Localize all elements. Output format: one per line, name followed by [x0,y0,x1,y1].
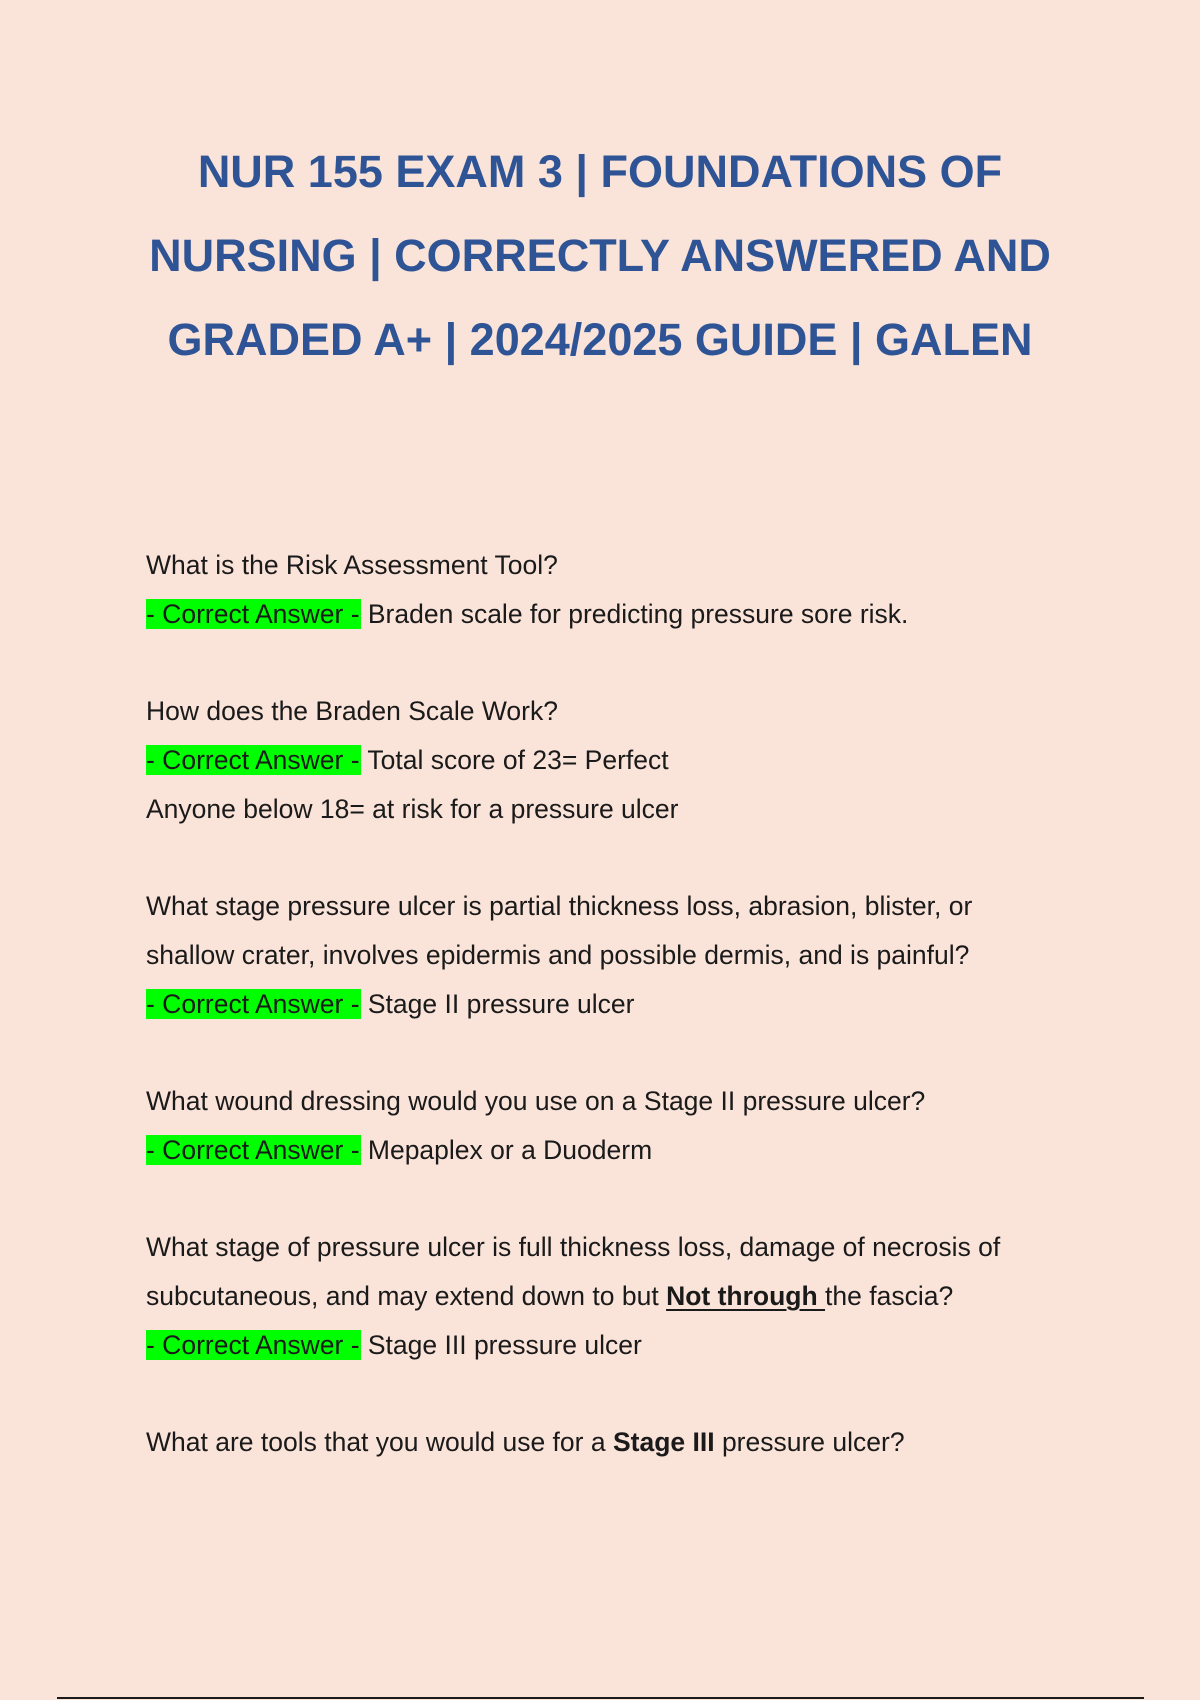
answer-text: Mepaplex or a Duoderm [360,1135,653,1165]
question-text-part: the fascia? [825,1281,954,1311]
question-text: What stage of pressure ulcer is full thickness loss, damage of necrosis of [146,1232,1001,1262]
qa-item [146,882,1086,1029]
question-text [146,1418,1086,1467]
answer-text: Stage III pressure ulcer [360,1330,642,1360]
correct-answer-tag: - Correct Answer - [146,1135,360,1165]
qa-item [146,1077,1086,1175]
correct-answer-tag: - Correct Answer - [146,1330,360,1360]
answer-text: Total score of 23= Perfect [360,745,669,775]
correct-answer-tag: - Correct Answer - [146,745,360,775]
question-text-part: subcutaneous, and may extend down to but [146,1281,667,1311]
answer-line [146,1321,1086,1370]
answer-line [146,590,1086,639]
answer-line [146,736,1086,785]
question-text-part: pressure ulcer? [714,1427,905,1457]
qa-item [146,1418,1086,1467]
question-text-part: What are tools that you would use for a [146,1427,613,1457]
emphasis-not-through: Not through [666,1281,826,1311]
question-text-continuation: shallow crater, involves epidermis and possible dermis, and is painful? [146,940,970,970]
answer-text: Braden scale for predicting pressure sore risk. [360,599,909,629]
question-text: How does the Braden Scale Work? [146,696,558,726]
qa-list [146,541,1086,1467]
answer-line [146,980,1086,1029]
qa-item [146,541,1086,639]
question-text: What wound dressing would you use on a Stage II pressure ulcer? [146,1086,926,1116]
footer-divider [57,1697,1144,1699]
document-title: NUR 155 EXAM 3 | FOUNDATIONS OF NURSING | CORRECTLY ANSWERED AND GRADED A+ | 2024/2025 GUIDE | GALEN [149,146,1051,365]
qa-item [146,1223,1086,1370]
question-text: What stage pressure ulcer is partial thickness loss, abrasion, blister, or [146,891,973,921]
qa-item [146,687,1086,834]
question-text-continuation [146,1272,1086,1321]
correct-answer-tag: - Correct Answer - [146,989,360,1019]
correct-answer-tag: - Correct Answer - [146,599,360,629]
answer-text: Stage II pressure ulcer [360,989,635,1019]
question-text: What is the Risk Assessment Tool? [146,550,558,580]
answer-continuation: Anyone below 18= at risk for a pressure ulcer [146,794,679,824]
emphasis-stage-iii: Stage III [612,1427,715,1457]
answer-line [146,1126,1086,1175]
